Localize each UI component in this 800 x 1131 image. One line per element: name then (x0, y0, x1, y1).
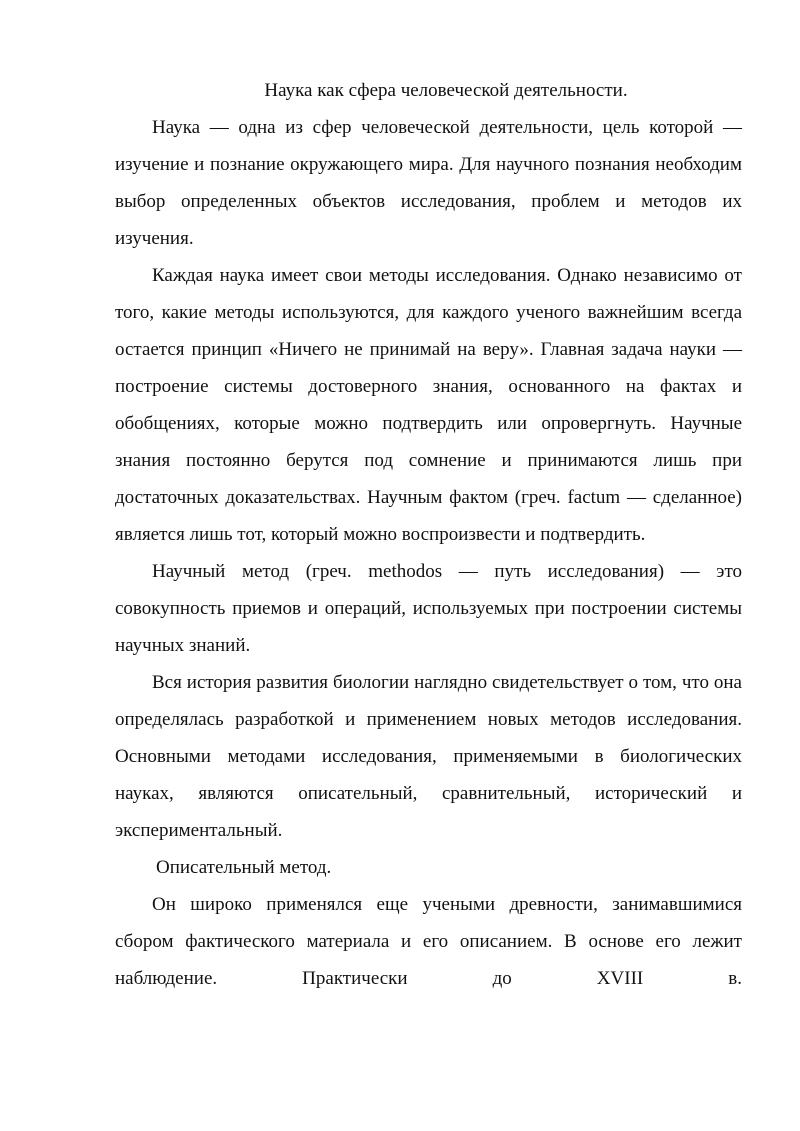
paragraph-science-definition: Наука — одна из сфер человеческой деятельности, цель которой — изучение и познание окружающего мира. Для научного познания необходим выбор определенных объектов исследования, проблем и методов их изучения. (115, 117, 742, 249)
document-page (115, 72, 742, 997)
paragraph-science-methods: Каждая наука имеет свои методы исследования. Однако независимо от того, какие методы используются, для каждого ученого важнейшим всегда остается принцип «Ничего не принимай на веру». Главная задача науки — построение системы достоверного знания, основанного на фактах и обобщениях, которые можно подтвердить или опровергнуть. Научные знания постоянно берутся под сомнение и принимаются лишь при достаточных доказательствах. Научным фактом (греч. factum — сделанное) является лишь тот, который можно воспроизвести и подтвердить. (115, 265, 742, 545)
paragraph-biology-history: Вся история развития биологии наглядно свидетельствует о том, что она определялась разработкой и применением новых методов исследования. Основными методами исследования, применяемыми в биологических науках, являются описательный, сравнительный, исторический и экспериментальный. (115, 672, 742, 841)
document-title: Наука как сфера человеческой деятельности. (264, 80, 628, 101)
paragraph-scientific-method: Научный метод (греч. methodos — путь исследования) — это совокупность приемов и операций, используемых при построении системы научных знаний. (115, 561, 742, 656)
paragraph-descriptive-method: Он широко применялся еще учеными древности, занимавшимися сбором фактического материала и его описанием. В основе его лежит наблюдение. Практически до XVIII в. (115, 894, 742, 989)
section-heading-descriptive-method: Описательный метод. (156, 857, 332, 878)
